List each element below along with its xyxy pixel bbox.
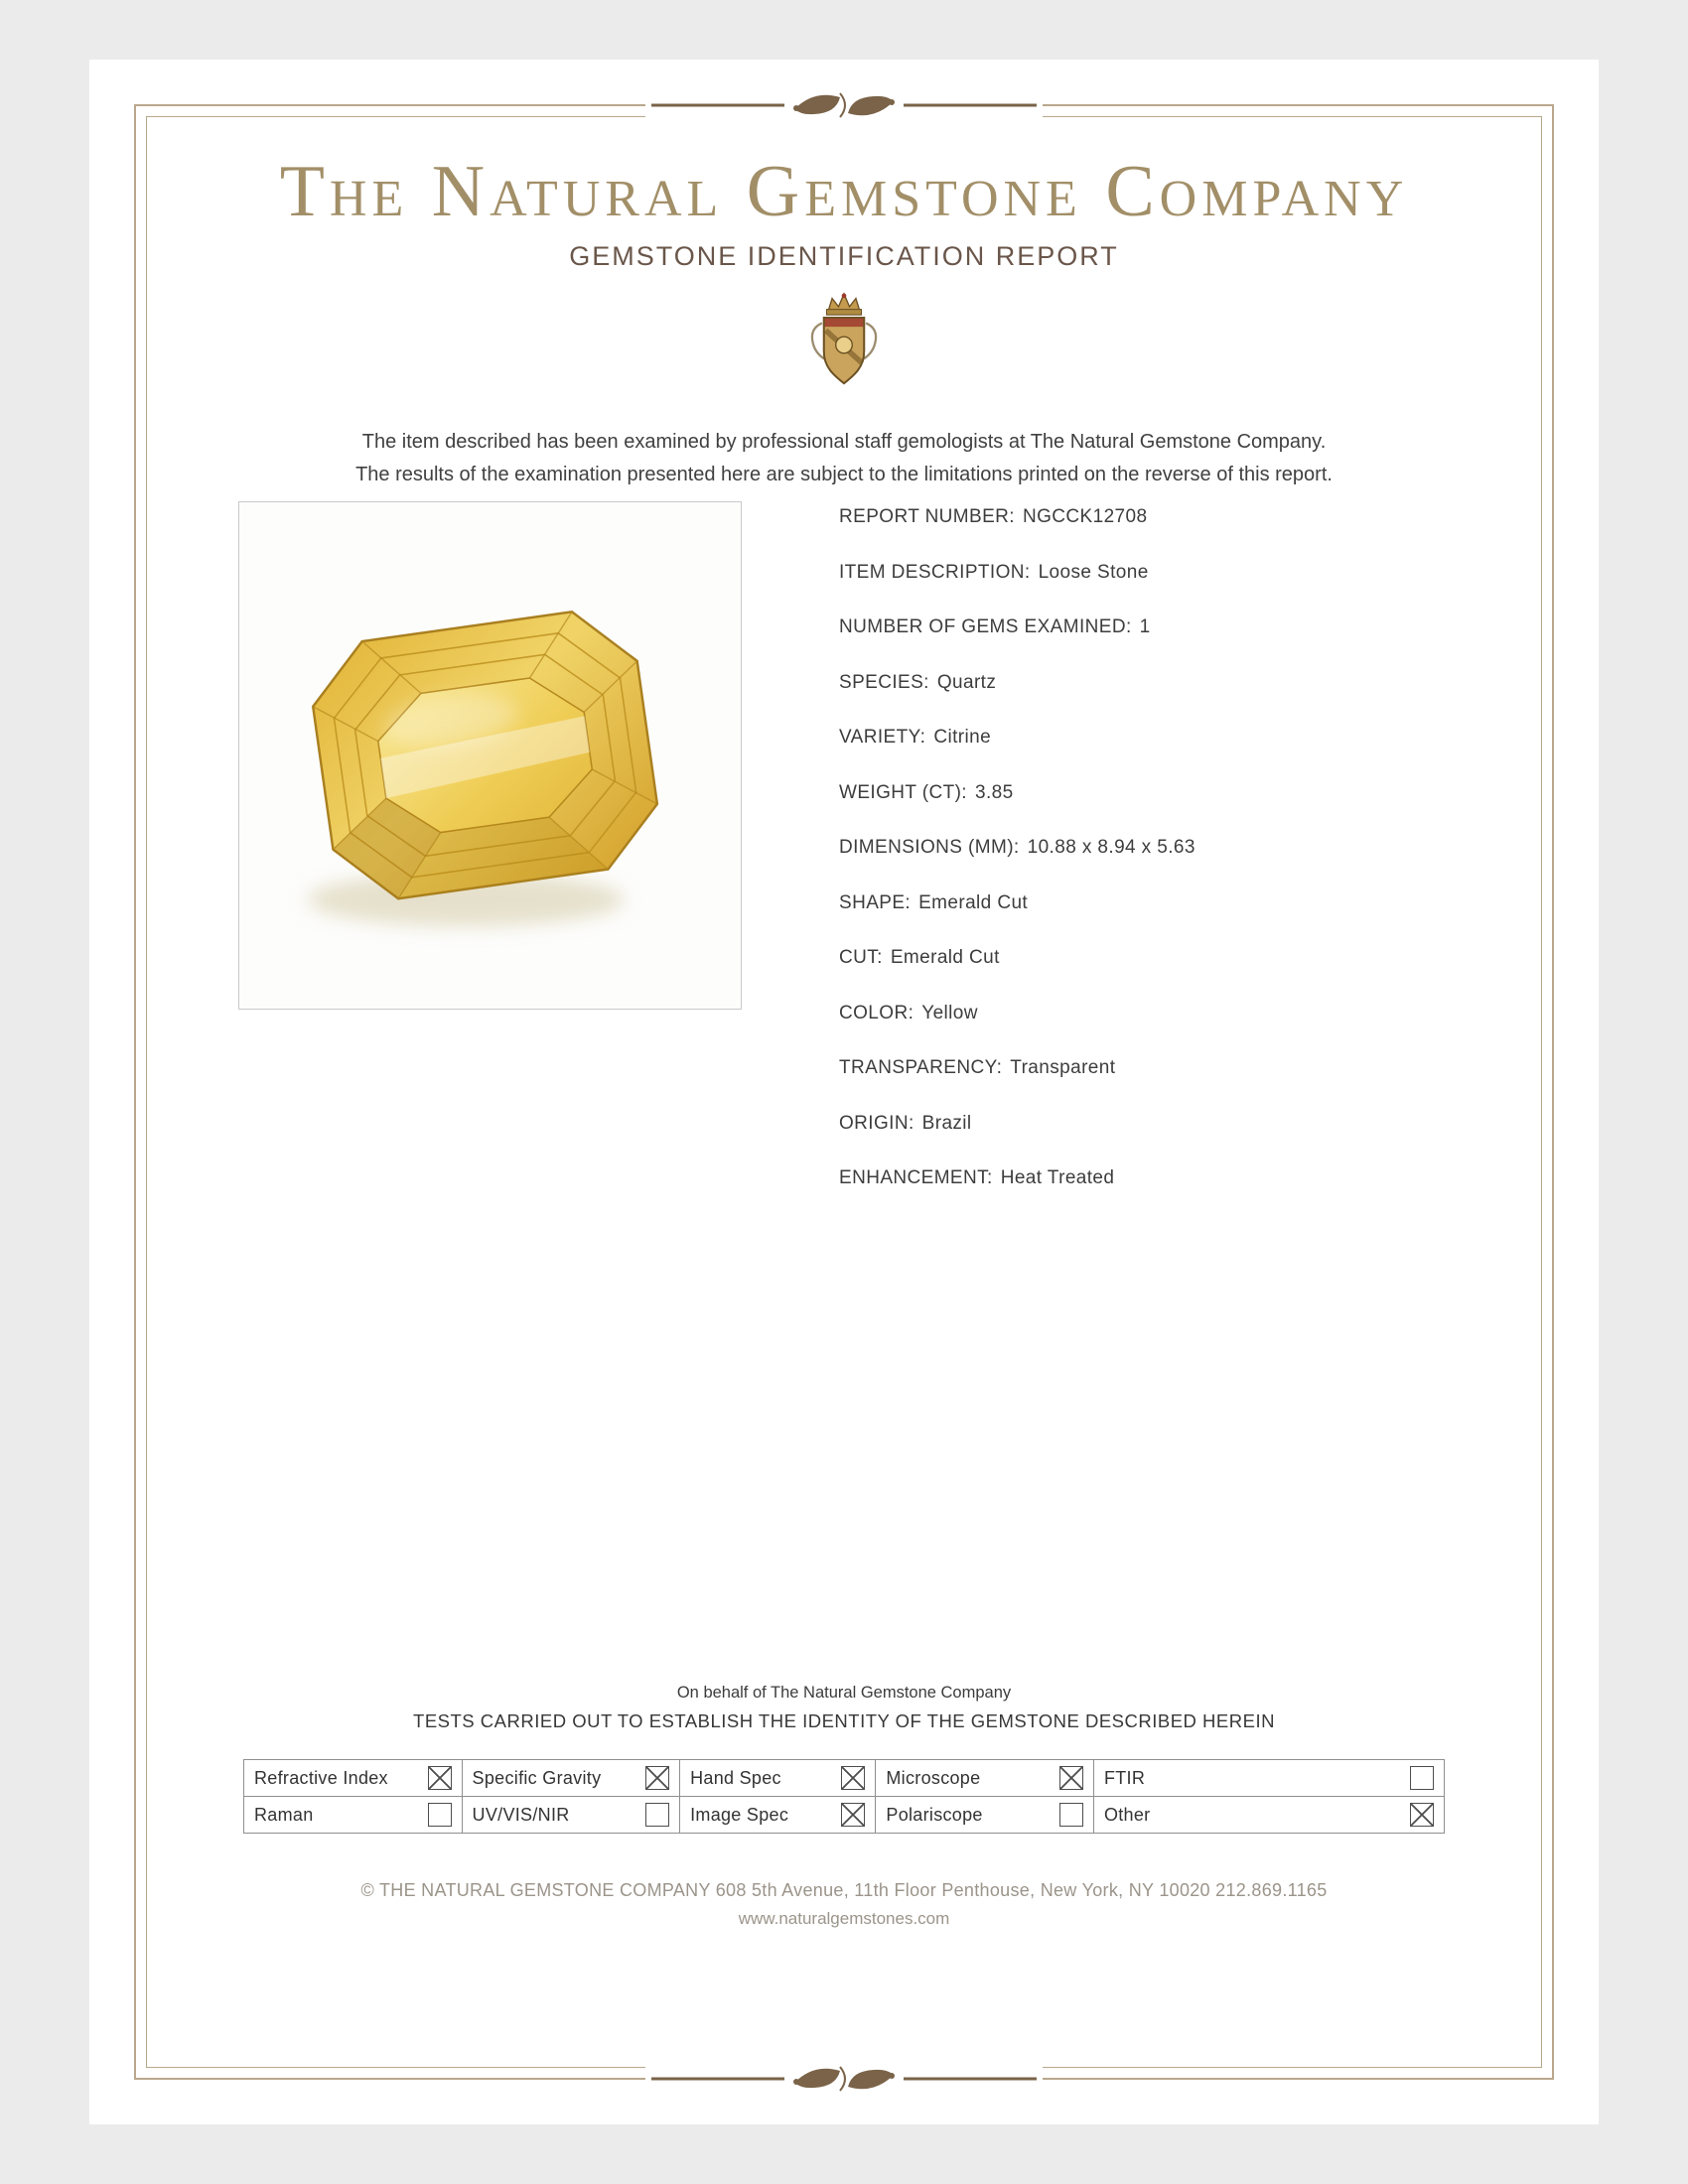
tests-row-2	[244, 1797, 1445, 1834]
field-label: REPORT NUMBER:	[839, 506, 1015, 527]
field-value: Heat Treated	[1000, 1167, 1115, 1188]
field-value: Loose Stone	[1038, 561, 1149, 583]
gem-photo	[238, 501, 742, 1010]
checkbox-refractive-index	[428, 1766, 452, 1790]
intro-text	[89, 426, 1599, 491]
flourish-bottom-icon	[645, 2053, 1043, 2105]
report-field	[839, 506, 1514, 562]
test-label: Raman	[254, 1804, 314, 1825]
field-value: Emerald Cut	[890, 947, 1000, 968]
checkbox-hand-spec	[841, 1766, 865, 1790]
test-label: FTIR	[1103, 1767, 1146, 1788]
certificate-page	[89, 60, 1599, 2124]
report-field	[839, 616, 1514, 672]
checkbox-specific-gravity	[645, 1766, 669, 1790]
report-field	[839, 727, 1514, 782]
field-value: 10.88 x 8.94 x 5.63	[1027, 837, 1196, 858]
report-field	[839, 562, 1514, 617]
intro-line-1: The item described has been examined by professional staff gemologists at The Natural Gemstone Company.	[361, 430, 1327, 453]
field-label: COLOR:	[839, 1002, 914, 1024]
field-value: Yellow	[921, 1002, 978, 1024]
test-label: Polariscope	[886, 1804, 983, 1825]
report-fields	[839, 506, 1514, 1223]
company-name: The Natural Gemstone Company	[279, 151, 1409, 232]
report-field	[839, 1167, 1514, 1223]
report-field	[839, 1003, 1514, 1058]
checkbox-microscope	[1059, 1766, 1083, 1790]
field-value: Citrine	[933, 727, 992, 748]
test-label: Refractive Index	[254, 1767, 388, 1788]
field-label: VARIETY:	[839, 727, 926, 748]
field-label: ITEM DESCRIPTION:	[839, 561, 1031, 583]
checkbox-polariscope	[1059, 1803, 1083, 1827]
tests-section	[89, 1684, 1599, 1732]
field-value: Transparent	[1010, 1057, 1116, 1078]
checkbox-uv-vis-nir	[645, 1803, 669, 1827]
test-label: Microscope	[886, 1767, 981, 1788]
report-field	[839, 892, 1514, 948]
field-label: CUT:	[839, 947, 883, 968]
report-field	[839, 782, 1514, 838]
checkbox-image-spec	[841, 1803, 865, 1827]
footer	[89, 1880, 1599, 1929]
field-label: WEIGHT (CT):	[839, 781, 967, 803]
report-field	[839, 837, 1514, 892]
on-behalf-text: On behalf of The Natural Gemstone Company	[676, 1684, 1012, 1702]
test-label: Hand Spec	[690, 1767, 781, 1788]
field-label: TRANSPARENCY:	[839, 1057, 1003, 1078]
field-value: Brazil	[921, 1112, 972, 1134]
field-value: 3.85	[975, 781, 1014, 803]
checkbox-ftir	[1410, 1766, 1434, 1790]
report-field	[839, 1113, 1514, 1168]
footer-website: www.naturalgemstones.com	[738, 1909, 950, 1928]
field-label: SPECIES:	[839, 671, 929, 693]
tests-row-1	[244, 1760, 1445, 1797]
footer-copyright: © THE NATURAL GEMSTONE COMPANY 608 5th Avenue, 11th Floor Penthouse, New York, NY 10020 212.869.1165	[360, 1880, 1328, 1900]
field-value: NGCCK12708	[1022, 506, 1148, 527]
field-value: Quartz	[936, 671, 997, 693]
test-label: UV/VIS/NIR	[472, 1804, 570, 1825]
field-label: NUMBER OF GEMS EXAMINED:	[839, 616, 1132, 637]
field-label: SHAPE:	[839, 891, 912, 913]
checkbox-other	[1410, 1803, 1434, 1827]
report-field	[839, 947, 1514, 1003]
field-label: ORIGIN:	[839, 1112, 914, 1134]
report-header	[89, 151, 1599, 491]
report-title: GEMSTONE IDENTIFICATION REPORT	[569, 240, 1119, 271]
field-value: Emerald Cut	[918, 891, 1029, 913]
field-label: DIMENSIONS (MM):	[839, 837, 1020, 858]
test-label: Specific Gravity	[472, 1767, 602, 1788]
test-label: Other	[1103, 1804, 1151, 1825]
intro-line-2: The results of the examination presented here are subject to the limitations printed on the reverse of this report.	[355, 463, 1333, 485]
flourish-top-icon	[645, 79, 1043, 131]
field-value: 1	[1139, 616, 1151, 637]
field-label: ENHANCEMENT:	[839, 1167, 993, 1188]
company-crest-icon	[89, 288, 1599, 396]
report-field	[839, 1057, 1514, 1113]
checkbox-raman	[428, 1803, 452, 1827]
report-field	[839, 672, 1514, 728]
tests-heading: TESTS CARRIED OUT TO ESTABLISH THE IDENTITY OF THE GEMSTONE DESCRIBED HEREIN	[413, 1710, 1275, 1731]
tests-table	[243, 1759, 1445, 1834]
test-label: Image Spec	[690, 1804, 789, 1825]
